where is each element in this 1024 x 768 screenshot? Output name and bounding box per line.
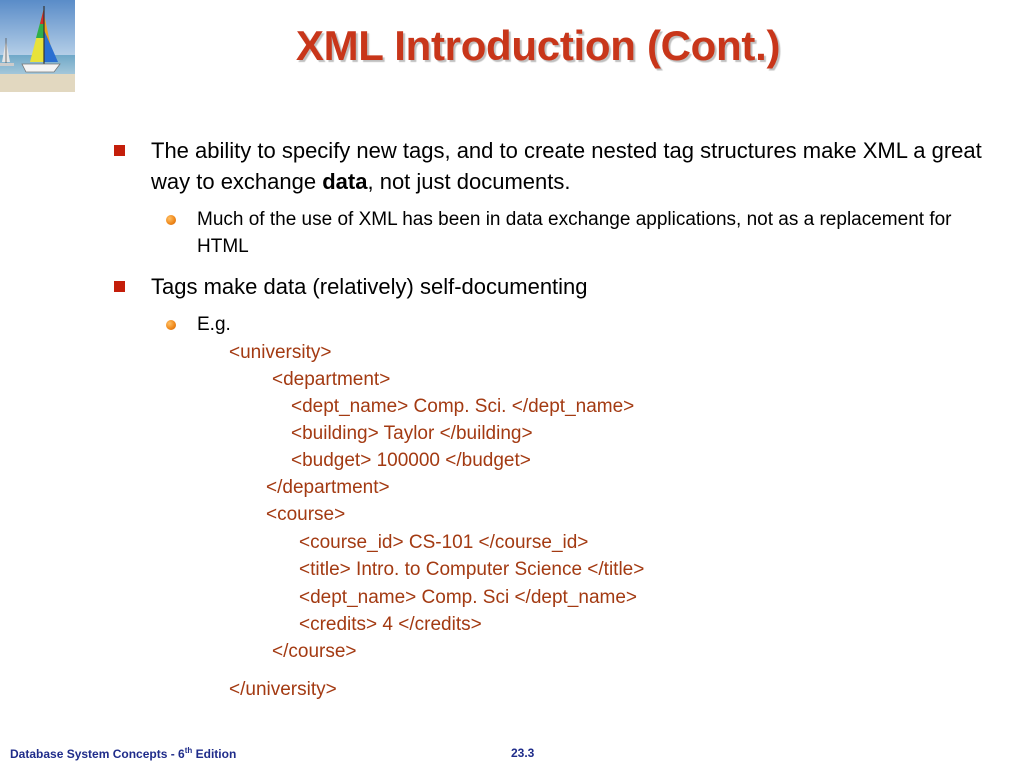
code-line: <dept_name> Comp. Sci </dept_name> bbox=[299, 587, 638, 608]
footer-book-title: Database System Concepts - 6th Edition bbox=[10, 746, 237, 761]
code-line: <dept_name> Comp. Sci. </dept_name> bbox=[291, 396, 635, 417]
sub-bullet-text: E.g. bbox=[197, 314, 231, 335]
code-line: <department> bbox=[272, 369, 391, 390]
sub-bullet-item bbox=[166, 206, 956, 260]
sub-bullet-text: Much of the use of XML has been in data exchange applications, not as a replacement for HTML bbox=[197, 209, 952, 257]
bold-term: data bbox=[322, 169, 368, 194]
code-line: <course_id> CS-101 </course_id> bbox=[299, 532, 589, 553]
bullet-text: The ability to specify new tags, and to create nested tag structures make XML a great way to exchange data, not just documents. bbox=[151, 138, 982, 194]
code-line: </department> bbox=[266, 477, 390, 498]
code-line: </course> bbox=[272, 641, 357, 662]
bullet-text: Tags make data (relatively) self-documenting bbox=[151, 274, 588, 299]
code-line: <title> Intro. to Computer Science </title> bbox=[299, 559, 645, 580]
bullet-item bbox=[114, 271, 994, 302]
bullet-item bbox=[114, 135, 994, 197]
code-line: <credits> 4 </credits> bbox=[299, 614, 482, 635]
code-line: <building> Taylor </building> bbox=[291, 423, 533, 444]
square-bullet-icon bbox=[114, 281, 125, 292]
square-bullet-icon bbox=[114, 145, 125, 156]
code-line: </university> bbox=[229, 679, 337, 700]
round-bullet-icon bbox=[166, 215, 176, 225]
code-line: <course> bbox=[266, 504, 346, 525]
code-line: <budget> 100000 </budget> bbox=[291, 450, 531, 471]
slide-title: XML Introduction (Cont.) bbox=[295, 22, 781, 69]
code-line: <university> bbox=[229, 342, 332, 363]
footer-page-number: 23.3 bbox=[511, 746, 535, 760]
round-bullet-icon bbox=[166, 320, 176, 330]
sub-bullet-item bbox=[166, 311, 966, 338]
